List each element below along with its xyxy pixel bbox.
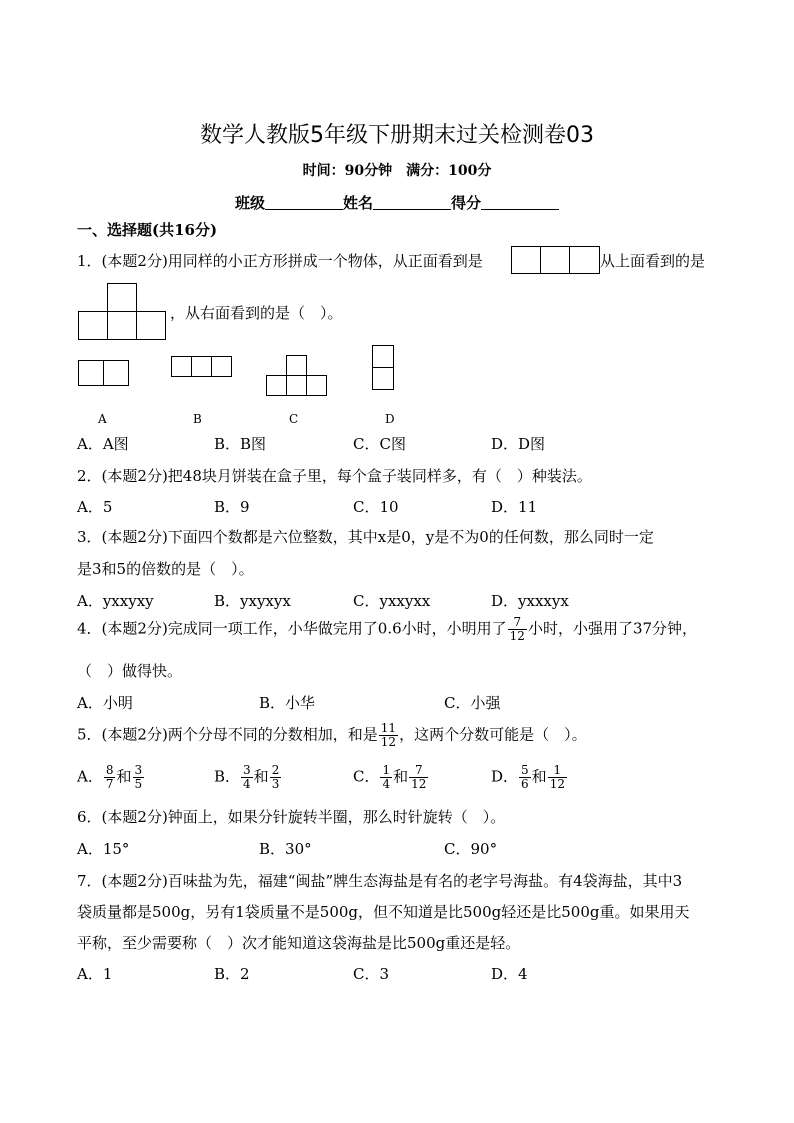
fraction-denominator: 7	[105, 777, 114, 791]
front-view-figure	[511, 246, 600, 274]
and-word: 和	[253, 767, 269, 786]
q6-option-a[interactable]: A．15°	[77, 840, 130, 858]
q3-option-d[interactable]: D．yxxxyx	[491, 592, 569, 610]
fraction-numerator: 11	[380, 721, 397, 735]
figure-label-c: C	[289, 412, 299, 426]
question-5-text-b: ，这两个分数可能是（ ）。	[399, 725, 587, 744]
q5-option-a[interactable]	[77, 764, 145, 791]
q1-option-a[interactable]: A．A图	[77, 435, 129, 453]
figure-label-a: A	[98, 412, 107, 426]
fraction	[104, 764, 116, 791]
score-label: 得分	[451, 194, 482, 212]
q7-option-b[interactable]: B．2	[214, 965, 250, 983]
q6-option-b[interactable]: B．30°	[259, 840, 312, 858]
fraction-denominator: 6	[521, 777, 529, 791]
q7-option-a[interactable]: A．1	[77, 965, 113, 983]
and-word: 和	[116, 767, 132, 786]
q5-option-c[interactable]	[353, 764, 429, 791]
fraction-denominator: 12	[549, 777, 565, 791]
option-letter: B．	[214, 767, 241, 786]
section-heading-choice: 一、选择题(共16分)	[77, 221, 218, 239]
fraction-numerator: 7	[409, 764, 428, 778]
q2-option-d[interactable]: D．11	[491, 498, 538, 516]
fraction-seven-twelfths	[508, 616, 527, 643]
and-word: 和	[531, 767, 547, 786]
fraction-denominator: 12	[509, 629, 525, 643]
fraction	[133, 764, 145, 791]
figure-label-b: B	[193, 412, 202, 426]
question-1-line-1	[77, 250, 483, 271]
fraction	[241, 764, 253, 791]
fraction-denominator: 4	[382, 777, 391, 791]
question-5-text-a: 5．(本题2分)两个分母不同的分数相加，和是	[77, 725, 378, 744]
question-2-text: 2．(本题2分)把48块月饼装在盒子里，每个盒子装同样多，有（ ）种装法。	[77, 467, 592, 485]
question-4-text-a: 4．(本题2分)完成同一项工作，小华做完用了0.6小时，小明用了	[77, 619, 507, 638]
option-b-figure[interactable]	[171, 356, 233, 378]
q7-option-c[interactable]: C．3	[353, 965, 390, 983]
option-letter: D．	[491, 767, 519, 786]
fraction	[519, 764, 531, 791]
fraction	[409, 764, 428, 791]
q4-option-a[interactable]: A．小明	[77, 694, 133, 712]
question-3-line-1: 3．(本题2分)下面四个数都是六位整数，其中x是0，y是不为0的任何数，那么同时一定	[77, 528, 654, 546]
student-info-line	[0, 192, 794, 213]
question-7-line-1: 7．(本题2分)百味盐为先，福建“闽盐”牌生态海盐是有名的老字号海盐。有4袋海盐，其中3	[77, 872, 683, 890]
exam-time-and-score: 时间：90分钟 满分：100分	[302, 163, 492, 179]
fraction-numerator: 3	[243, 763, 251, 777]
fraction	[548, 764, 567, 791]
name-label: 姓名	[342, 194, 373, 212]
question-4-line-1	[77, 616, 697, 643]
fraction-numerator: 5	[521, 763, 529, 777]
fraction-denominator: 12	[380, 735, 397, 749]
fraction-numerator: 3	[134, 763, 143, 777]
question-1-text-b: 从上面看到的是	[600, 252, 706, 270]
question-1-text-a: 1．(本题2分)用同样的小正方形拼成一个物体，从正面看到是	[77, 252, 483, 270]
q3-option-b[interactable]: B．yxyxyx	[214, 592, 291, 610]
class-blank[interactable]	[265, 195, 343, 210]
fraction-numerator: 2	[271, 763, 280, 777]
q2-option-b[interactable]: B．9	[214, 498, 250, 516]
q3-option-c[interactable]: C．yxxyxx	[353, 592, 431, 610]
q1-option-d[interactable]: D．D图	[491, 435, 546, 453]
fraction	[270, 764, 282, 791]
fraction-numerator: 8	[105, 763, 114, 777]
option-c-figure[interactable]	[266, 355, 328, 397]
fraction-numerator: 1	[548, 764, 567, 778]
top-view-figure	[78, 283, 168, 341]
q6-option-c[interactable]: C．90°	[444, 840, 498, 858]
page-title: 数学人教版5年级下册期末过关检测卷03	[200, 123, 594, 148]
option-letter: A．	[77, 767, 103, 786]
question-4-text-b: 小时，小强用了37分钟，	[527, 619, 698, 638]
figure-label-d: D	[385, 412, 395, 426]
q2-option-c[interactable]: C．10	[353, 498, 399, 516]
q4-option-b[interactable]: B．小华	[259, 694, 316, 712]
class-label: 班级	[234, 194, 265, 212]
q3-option-a[interactable]: A．yxxyxy	[77, 592, 154, 610]
q5-option-d[interactable]	[491, 764, 568, 791]
option-a-figure[interactable]	[78, 360, 130, 387]
fraction-denominator: 3	[271, 777, 280, 791]
question-7-line-3: 平称，至少需要称（ ）次才能知道这袋海盐是比500g重还是轻。	[77, 934, 521, 952]
fraction-sum	[379, 722, 398, 749]
score-blank[interactable]	[481, 195, 559, 210]
question-6-text: 6．(本题2分)钟面上，如果分针旋转半圈，那么时针旋转（ ）。	[77, 808, 506, 826]
q5-option-b[interactable]	[214, 764, 282, 791]
and-word: 和	[393, 767, 409, 786]
question-4-line-2: （ ）做得快。	[77, 662, 183, 680]
q7-option-d[interactable]: D．4	[491, 965, 528, 983]
q1-option-b[interactable]: B．B图	[214, 435, 267, 453]
question-1-text-c: ，从右面看到的是（ ）。	[170, 304, 343, 322]
question-7-line-2: 袋质量都是500g，另有1袋质量不是500g，但不知道是比500g轻还是比500g重。如果用天	[77, 903, 690, 921]
fraction-numerator: 1	[382, 763, 391, 777]
fraction-denominator: 5	[134, 777, 143, 791]
fraction	[380, 764, 392, 791]
question-5-line	[77, 722, 587, 749]
option-d-figure[interactable]	[372, 345, 395, 391]
question-3-line-2: 是3和5的倍数的是（ ）。	[77, 560, 254, 578]
option-letter: C．	[353, 767, 380, 786]
fraction-numerator: 7	[508, 616, 527, 630]
fraction-denominator: 4	[243, 777, 251, 791]
fraction-denominator: 12	[411, 777, 427, 791]
q4-option-c[interactable]: C．小强	[444, 694, 501, 712]
q2-option-a[interactable]: A．5	[77, 498, 113, 516]
q1-option-c[interactable]: C．C图	[353, 435, 406, 453]
name-blank[interactable]	[373, 195, 451, 210]
